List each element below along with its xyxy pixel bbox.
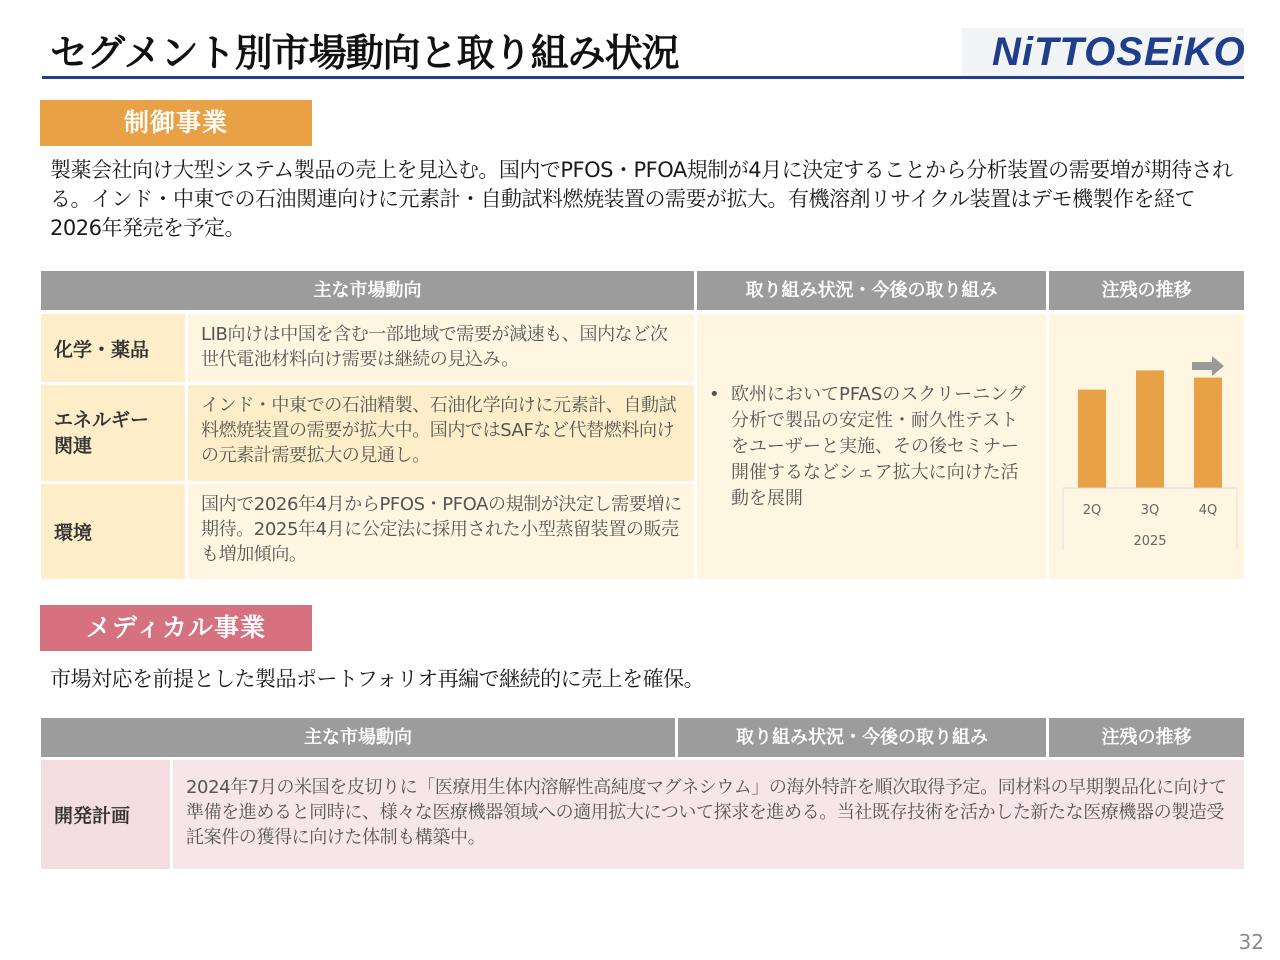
bar-3q	[1136, 370, 1164, 488]
control-row-category	[41, 385, 185, 481]
control-business-tag: 制御事業	[40, 100, 312, 146]
medical-business-tag: メディカル事業	[40, 605, 312, 651]
medical-header-market: 主な市場動向	[41, 718, 675, 757]
control-header-actions: 取り組み状況・今後の取り組み	[697, 271, 1046, 310]
x-group-label: 2025	[1133, 534, 1167, 549]
control-row-text: インド・中東での石油精製、石油化学向けに元素計、自動試料燃焼装置の需要が拡大中。国内ではSAFなど代替燃料向けの元素計需要拡大の見通し。	[188, 385, 694, 481]
medical-summary: 市場対応を前提とした製品ポートフォリオ再編で継続的に売上を確保。	[50, 667, 705, 691]
backlog-bar-chart	[1049, 314, 1244, 579]
page-number: 32	[1238, 930, 1264, 954]
company-logo	[962, 28, 1244, 76]
control-actions-text: 欧州においてPFASのスクリーニング分析で製品の安定性・耐久性テストをユーザーと実施、その後セミナー開催するなどシェア拡大に向けた活動を展開	[731, 384, 1026, 509]
backlog-chart-cell	[1049, 314, 1244, 579]
category-label: 化学・薬品	[54, 338, 150, 361]
control-header-backlog: 注残の推移	[1049, 271, 1244, 310]
control-row-category	[41, 484, 185, 579]
control-header-market: 主な市場動向	[41, 271, 694, 310]
medical-header-actions: 取り組み状況・今後の取り組み	[678, 718, 1046, 757]
control-row-text: LIB向けは中国を含む一部地域で需要が減速も、国内など次世代電池材料向け需要は継続の見込み。	[188, 314, 694, 382]
control-actions-cell	[697, 314, 1046, 579]
x-tick-label: 4Q	[1198, 503, 1218, 518]
control-row-text: 国内で2026年4月からPFOS・PFOAの規制が決定し需要増に期待。2025年4月に公定法に採用された小型蒸留装置の販売も増加傾向。	[188, 484, 694, 579]
page-title: セグメント別市場動向と取り組み状況	[50, 31, 679, 75]
x-tick-label: 3Q	[1140, 503, 1160, 518]
category-label: 開発計画	[54, 805, 131, 827]
control-row-category	[41, 314, 185, 382]
bar-4q	[1194, 378, 1222, 488]
bar-2q	[1078, 390, 1106, 488]
control-summary: 製薬会社向け大型システム製品の売上を見込む。国内でPFOS・PFOA規制が4月に決定することから分析装置の需要増が期待される。インド・中東での石油関連向けに元素計・自動試料燃焼装置の需要が拡大。有機溶剤リサイクル装置はデモ機製作を経て2026年発売を予定。	[50, 158, 1233, 240]
medical-row-text: 2024年7月の米国を皮切りに「医療用生体内溶解性高純度マグネシウム」の海外特許を順次取得予定。同材料の早期製品化に向けて準備を進めると同時に、様々な医療機器領域への適用拡大について探求を進める。当社既存技術を活かした新たな医療機器の製造受託案件の獲得に向けた体制も構築中。	[173, 760, 1244, 869]
category-label: 環境	[54, 522, 93, 544]
medical-header-backlog: 注残の推移	[1049, 718, 1244, 757]
category-label: エネルギー関連	[54, 409, 150, 457]
x-tick-label: 2Q	[1082, 503, 1102, 518]
bullet-mark: •	[709, 384, 720, 405]
logo-text: NiTTOSEiKO	[992, 30, 1246, 74]
trend-arrow-icon	[1192, 356, 1224, 376]
medical-row-category	[41, 760, 170, 869]
title-divider	[42, 76, 1244, 79]
